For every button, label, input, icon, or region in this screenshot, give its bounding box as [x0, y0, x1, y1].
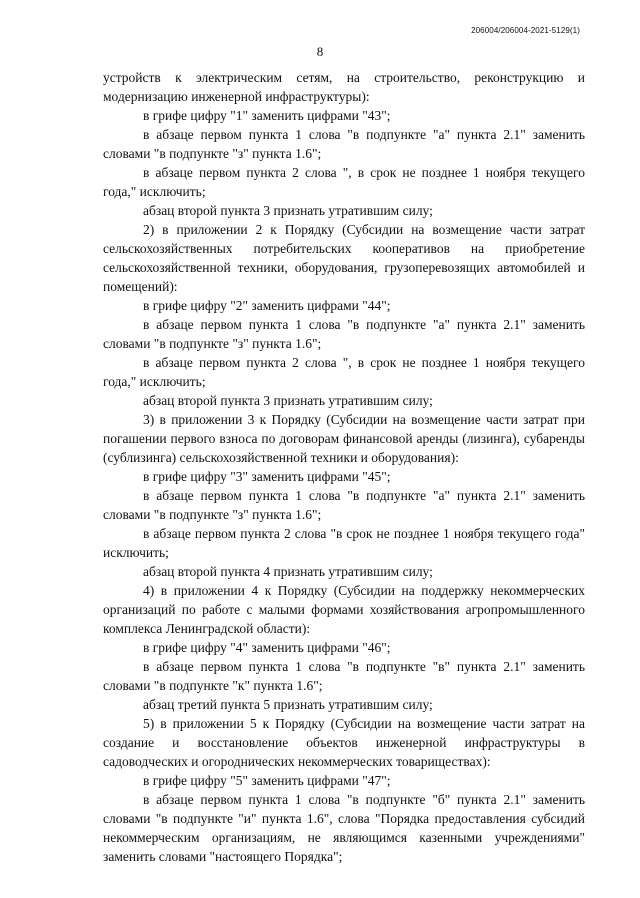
paragraph: в грифе цифру "4" заменить цифрами "46"; [143, 640, 391, 655]
paragraph: в абзаце первом пункта 2 слова ", в срок не позднее 1 ноября текущего года," исключить; [103, 355, 585, 389]
paragraph: 4) в приложении 4 к Порядку (Субсидии на поддержку некоммерческих организаций по работе с малыми формами хозяйствования агропромышленного комплекса Ленинградской области): [103, 583, 585, 636]
paragraph: в абзаце первом пункта 1 слова "в подпункте "б" пункта 2.1" заменить словами "в подпункте "и" пункта 1.6", слова "Порядка предоставления субсидий некоммерческим организациям, не являющимся казенными учреждениями" заменить словами "настоящего Порядка"; [103, 792, 585, 864]
paragraph: устройств к электрическим сетям, на строительство, реконструкцию и модернизацию инженерной инфраструктуры): [103, 70, 585, 104]
paragraph: абзац второй пункта 4 признать утратившим силу; [143, 564, 433, 579]
paragraph: 2) в приложении 2 к Порядку (Субсидии на возмещение части затрат сельскохозяйственных потребительских кооперативов на приобретение сельскохозяйственной техники, оборудования, грузоперевозящих автомобилей и помещений): [103, 222, 585, 294]
page-number: 8 [316, 44, 324, 59]
paragraph: в абзаце первом пункта 1 слова "в подпункте "в" пункта 2.1" заменить словами "в подпункте "к" пункта 1.6"; [103, 659, 585, 693]
paragraph: в абзаце первом пункта 1 слова "в подпункте "а" пункта 2.1" заменить словами "в подпункте "з" пункта 1.6"; [103, 488, 585, 522]
paragraph: в грифе цифру "2" заменить цифрами "44"; [143, 298, 391, 313]
paragraph: в абзаце первом пункта 2 слова ", в срок не позднее 1 ноября текущего года," исключить; [103, 165, 585, 199]
paragraph: абзац третий пункта 5 признать утратившим силу; [143, 697, 433, 712]
document-body [103, 68, 585, 866]
document-code: 206004/206004-2021-5129(1) [471, 26, 580, 35]
paragraph: в абзаце первом пункта 2 слова "в срок не позднее 1 ноября текущего года" исключить; [103, 526, 585, 560]
paragraph: в грифе цифру "3" заменить цифрами "45"; [143, 469, 391, 484]
paragraph: абзац второй пункта 3 признать утратившим силу; [143, 393, 433, 408]
paragraph: в грифе цифру "1" заменить цифрами "43"; [143, 108, 391, 123]
paragraph: 5) в приложении 5 к Порядку (Субсидии на возмещение части затрат на создание и восстановление объектов инженерной инфраструктуры в садоводческих и огороднических некоммерческих товариществах): [103, 716, 585, 769]
paragraph: в абзаце первом пункта 1 слова "в подпункте "а" пункта 2.1" заменить словами "в подпункте "з" пункта 1.6"; [103, 127, 585, 161]
paragraph: в грифе цифру "5" заменить цифрами "47"; [143, 773, 391, 788]
paragraph: 3) в приложении 3 к Порядку (Субсидии на возмещение части затрат при погашении первого взноса по договорам финансовой аренды (лизинга), субаренды (сублизинга) сельскохозяйственной техники и оборудования): [103, 412, 585, 465]
paragraph: абзац второй пункта 3 признать утратившим силу; [143, 203, 433, 218]
paragraph: в абзаце первом пункта 1 слова "в подпункте "а" пункта 2.1" заменить словами "в подпункте "з" пункта 1.6"; [103, 317, 585, 351]
